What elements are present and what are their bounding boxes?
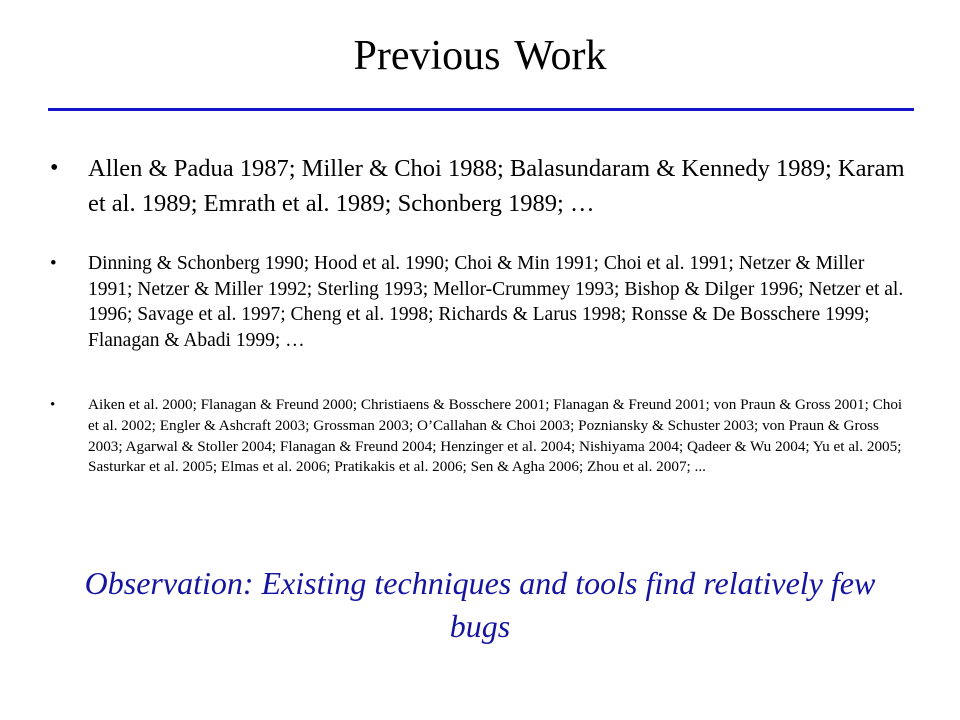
- bullet-icon: •: [50, 397, 56, 413]
- title-divider: [48, 108, 914, 111]
- bullet-item-2000s: [50, 395, 912, 478]
- observation-text: Observation: Existing techniques and tools find relatively few bugs: [84, 565, 876, 644]
- slide-title: Previous Work: [353, 33, 607, 79]
- bullet-text: Aiken et al. 2000; Flanagan & Freund 2000; Christiaens & Bosschere 2001; Flanagan & Freund 2001; von Praun & Gross 2001; Choi et al. 2002; Engler & Ashcraft 2003; Grossman 2003; O’Callahan & Choi 2003; Pozniansky & Schuster 2003; von Praun & Gross 2003; Agarwal & Stoller 2004; Flanagan & Freund 2004; Henzinger et al. 2004; Nishiyama 2004; Qadeer & Wu 2004; Yu et al. 2005; Sasturkar et al. 2005; Elmas et al. 2006; Pratikakis et al. 2006; Sen & Agha 2006; Zhou et al. 2007; ...: [88, 396, 903, 476]
- bullet-text: Allen & Padua 1987; Miller & Choi 1988; Balasundaram & Kennedy 1989; Karam et al. 1989; Emrath et al. 1989; Schonberg 1989; …: [88, 155, 905, 217]
- bullet-item-1990s-early: [50, 151, 912, 221]
- bullet-icon: •: [50, 253, 57, 274]
- bullet-icon: •: [50, 155, 59, 181]
- bullet-item-1990s: [50, 251, 912, 353]
- bullet-text: Dinning & Schonberg 1990; Hood et al. 1990; Choi & Min 1991; Choi et al. 1991; Netzer & Miller 1991; Netzer & Miller 1992; Sterling 1993; Mellor-Crummey 1993; Bishop & Dilger 1996; Netzer et al. 1996; Savage et al. 1997; Cheng et al. 1998; Richards & Larus 1998; Ronsse & De Bosschere 1999; Flanagan & Abadi 1999; …: [88, 253, 904, 351]
